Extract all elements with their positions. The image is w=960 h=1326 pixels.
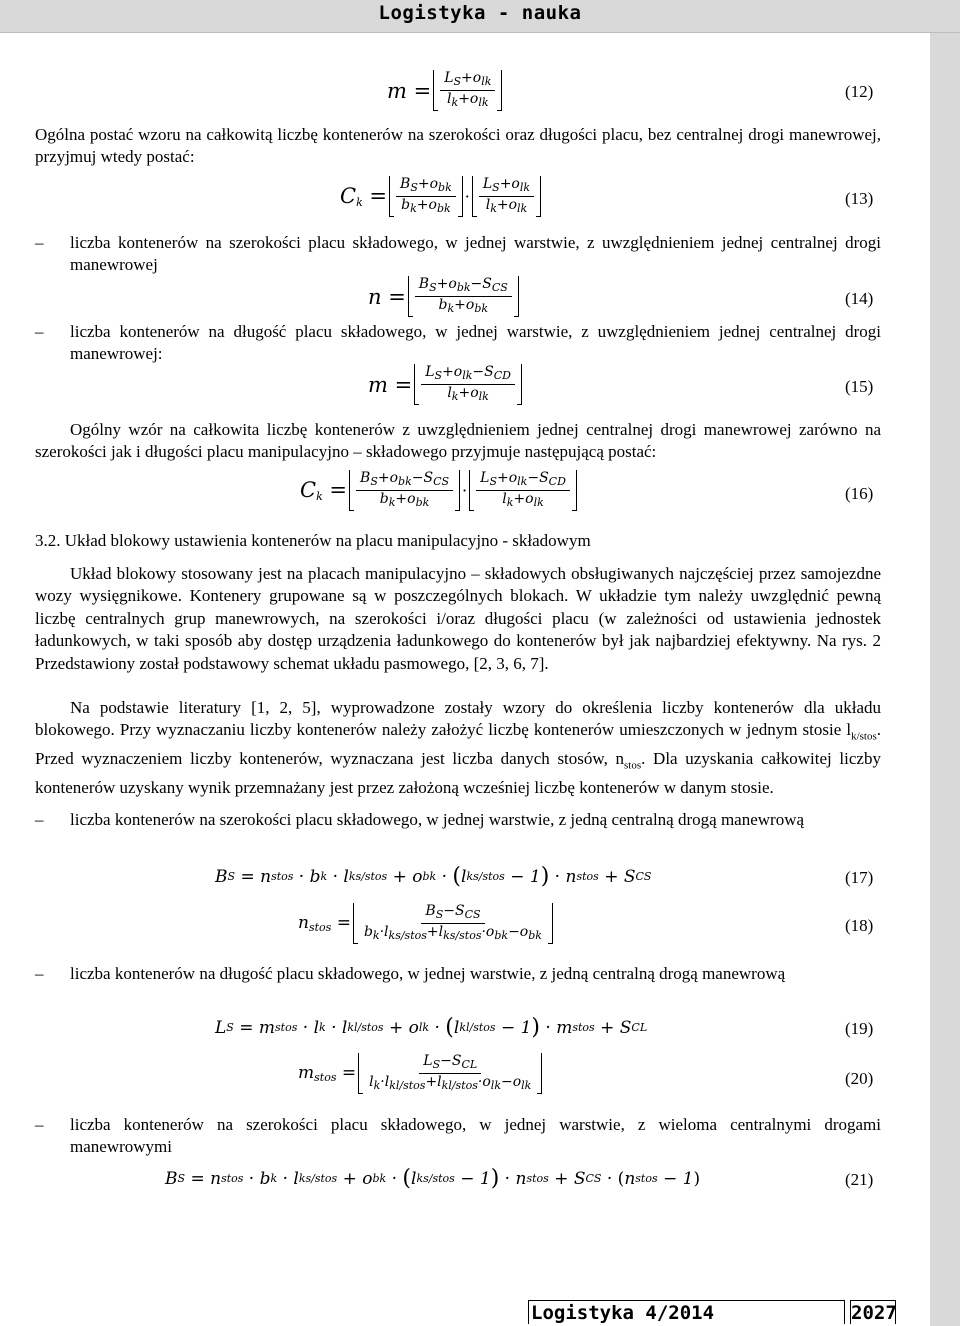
equation-13: $C_k$ = $\frac{B_S+o_{bk}}{b_k+o_{bk}}$ · $\frac{L_S+o_{lk}}{l_k+o_{lk}}$ (13) — [340, 176, 874, 215]
paragraph: Układ blokowy stosowany jest na placach manipulacyjno – składowych obsługiwanych najczęściej przez samojezdne wozy wysięgnikowe. Kontenery grupowane są w poszczególnych blokach. W układzie tym należy uwzględnić pewną liczbę centralnych grup manewrowych, na szerokości i/oraz długości placu (w zależności od ustawienia jednostek ładunkowych, w taki sposób aby dostęp urządzenia ładunkowego do kontenerów był jak najbardziej efektywny. Na rys. 2 Przedstawiony został podstawowy schemat układu pasmowego, [2, 3, 6, 7]. — [35, 564, 881, 673]
section-heading: 3.2. Układ blokowy ustawienia kontenerów na placu manipulacyjno - składowym — [35, 531, 591, 550]
paragraph: Ogólny wzór na całkowita liczbę kontenerów z uwzględnieniem jednej centralnej drogi manewrowej zarówno na szerokości jak i długości placu manipulacyjno – składowego przyjmuje następującą postać: — [35, 420, 881, 462]
running-header: Logistyka - nauka — [378, 2, 582, 24]
equation-number: (19) — [845, 1019, 874, 1038]
paragraph-text: . Przed wyznaczeniem liczby kontenerów, wyznaczana jest liczba danych stosów, n — [35, 720, 881, 769]
footer-page-number: 2027 — [851, 1302, 897, 1324]
equation-number: (15) — [845, 377, 874, 396]
list-item-text: liczba kontenerów na szerokości placu składowego, w jednej warstwie, z jedną centralną drogą manewrową — [70, 810, 805, 829]
equation-number: (17) — [845, 868, 874, 887]
equation-number: (16) — [845, 484, 874, 503]
equation-number: (20) — [845, 1069, 874, 1088]
list-item-text: liczba kontenerów na długość placu składowego, w jednej warstwie, z uwzględnieniem jednej centralnej drogi manewrowej: — [70, 322, 881, 364]
equation-number: (18) — [845, 916, 874, 935]
footer-journal: Logistyka 4/2014 — [528, 1300, 845, 1324]
list-dash: – — [35, 233, 44, 252]
paragraph-text: . Dla uzyskania całkowitej liczby kontenerów uzyskany wynik przemnażany jest przez założoną wcześniej liczbę kontenerów w danym stosie. — [35, 749, 881, 797]
list-item-text: liczba kontenerów na długość placu składowego, w jednej warstwie, z jedną centralną drogą manewrową — [70, 964, 786, 983]
paragraph — [35, 697, 881, 799]
equation-number: (21) — [845, 1170, 874, 1189]
list-item — [35, 809, 881, 831]
list-item-text: liczba kontenerów na szerokości placu składowego, w jednej warstwie, z uwzględnieniem jednej centralnej drogi manewrowej — [70, 233, 881, 275]
equation-14: n = $\frac{B_S+o_{bk}-S_{CS}}{b_k+o_{bk}}$ (14) — [368, 276, 874, 315]
side-strip — [930, 33, 960, 1326]
list-dash: – — [35, 964, 44, 983]
subscript: stos — [624, 759, 642, 772]
list-item — [35, 963, 881, 985]
equation-17: B S = n stos · b k · l ks/stos + o bk · ( l ks/stos − 1 ) · n stos + S CS (17) — [215, 864, 874, 889]
paragraph: Ogólna postać wzoru na całkowitą liczbę kontenerów na szerokości oraz długości placu, bez centralnej drogi manewrowej, przyjmuj wtedy postać: — [35, 125, 881, 167]
equation-16: $C_k$ = $\frac{B_S+o_{bk}-S_{CS}}{b_k+o_{bk}}$ · $\frac{L_S+o_{lk}-S_{CD}}{l_k+o_{lk}}$ (16) — [300, 470, 874, 509]
list-item — [35, 1114, 881, 1159]
equation-18: $n_{stos}$ = $\frac{B_S-S_{CS}}{b_k\cdot l_{ks/stos}+l_{ks/stos}\cdot o_{bk}-o_{bk}}$ (18) — [298, 903, 874, 942]
equation-20: $m_{stos}$ = $\frac{L_S-S_{CL}}{l_k\cdot l_{kl/stos}+l_{kl/stos}\cdot o_{lk}-o_{lk}}$ (20) — [298, 1053, 874, 1092]
equation-number: (12) — [845, 82, 874, 101]
list-item — [35, 321, 881, 366]
list-dash: – — [35, 810, 44, 829]
list-item — [35, 232, 881, 277]
subscript: k/stos — [851, 730, 877, 743]
list-item-text: liczba kontenerów na szerokości placu składowego, w jednej warstwie, z wieloma centralnymi drogami manewrowymi — [70, 1115, 881, 1157]
equation-number: (13) — [845, 189, 874, 208]
paragraph-text: Na podstawie literatury [1, 2, 5], wyprowadzone zostały wzory do określenia liczby kontenerów dla układu blokowego. Przy wyznaczaniu liczby kontenerów należy założyć liczbę kontenerów umieszczonych w jednym stosie l — [35, 698, 881, 740]
list-dash: – — [35, 322, 44, 341]
equation-number: (14) — [845, 289, 874, 308]
equation-19: L S = m stos · l k · l kl/stos + o lk · ( l kl/stos − 1 ) · m stos + S CL (19) — [215, 1015, 874, 1040]
equation-12: m = $\frac{L_S+o_{lk}}{l_k+o_{lk}}$ (12) — [387, 70, 874, 109]
list-dash: – — [35, 1115, 44, 1134]
equation-21: B S = n stos · b k · l ks/stos + o bk · ( l ks/stos − 1 ) · n stos + S CS · ( n stos − 1 ) (21) — [165, 1166, 874, 1191]
equation-15: m = $\frac{L_S+o_{lk}-S_{CD}}{l_k+o_{lk}}$ (15) — [368, 364, 874, 403]
